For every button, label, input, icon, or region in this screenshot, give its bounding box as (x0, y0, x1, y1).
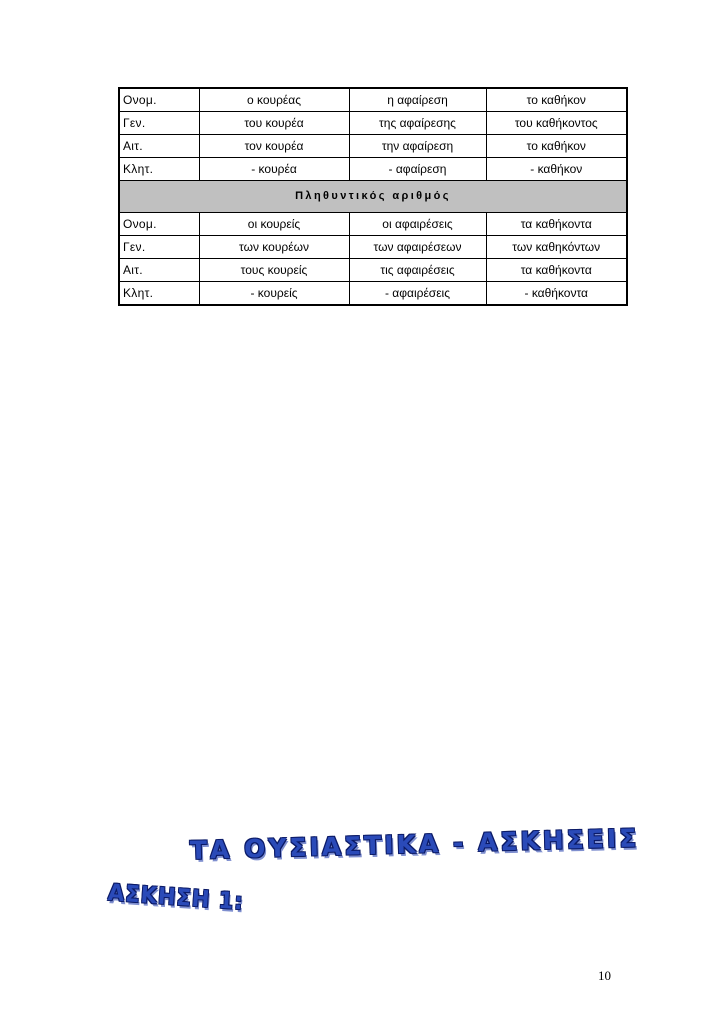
page-number: 10 (598, 968, 611, 983)
table-row (119, 259, 627, 282)
case-label: Γεν. (119, 236, 199, 259)
table-row (119, 88, 627, 112)
table-cell: οι αφαιρέσεις (349, 213, 486, 236)
table-row (119, 135, 627, 158)
exercise-1-heading: ΑΣΚΗΣΗ 1: (107, 880, 245, 916)
table-cell: - αφαίρεση (349, 158, 486, 181)
table-cell: τις αφαιρέσεις (349, 259, 486, 282)
table-row (119, 236, 627, 259)
declension-table (118, 87, 628, 306)
table-cell: η αφαίρεση (349, 88, 486, 112)
table-cell: τους κουρείς (199, 259, 349, 282)
table-cell: το καθήκον (486, 135, 627, 158)
table-cell: - καθήκοντα (486, 282, 627, 306)
table-cell: τα καθήκοντα (486, 259, 627, 282)
table-row (119, 158, 627, 181)
case-label: Αιτ. (119, 135, 199, 158)
table-cell: το καθήκον (486, 88, 627, 112)
table-cell: - κουρείς (199, 282, 349, 306)
exercises-title: ΤΑ ΟΥΣΙΑΣΤΙΚΑ - ΑΣΚΗΣΕΙΣ (189, 823, 640, 865)
table-row (119, 282, 627, 306)
case-label: Κλητ. (119, 158, 199, 181)
table-cell: του καθήκοντος (486, 112, 627, 135)
table-cell: των κουρέων (199, 236, 349, 259)
table-cell: των καθηκόντων (486, 236, 627, 259)
case-label: Γεν. (119, 112, 199, 135)
table-row (119, 213, 627, 236)
table-cell: τον κουρέα (199, 135, 349, 158)
case-label: Ονομ. (119, 213, 199, 236)
table-cell: οι κουρείς (199, 213, 349, 236)
table-cell: των αφαιρέσεων (349, 236, 486, 259)
table-cell: - αφαιρέσεις (349, 282, 486, 306)
case-label: Ονομ. (119, 88, 199, 112)
table-cell: την αφαίρεση (349, 135, 486, 158)
plural-heading: Πληθυντικός αριθμός (119, 181, 627, 213)
plural-section-row (119, 181, 627, 213)
table-cell: - κουρέα (199, 158, 349, 181)
case-label: Αιτ. (119, 259, 199, 282)
table-row (119, 112, 627, 135)
table-cell: της αφαίρεσης (349, 112, 486, 135)
table-cell: ο κουρέας (199, 88, 349, 112)
table-cell: - καθήκον (486, 158, 627, 181)
table-cell: τα καθήκοντα (486, 213, 627, 236)
case-label: Κλητ. (119, 282, 199, 306)
table-cell: του κουρέα (199, 112, 349, 135)
